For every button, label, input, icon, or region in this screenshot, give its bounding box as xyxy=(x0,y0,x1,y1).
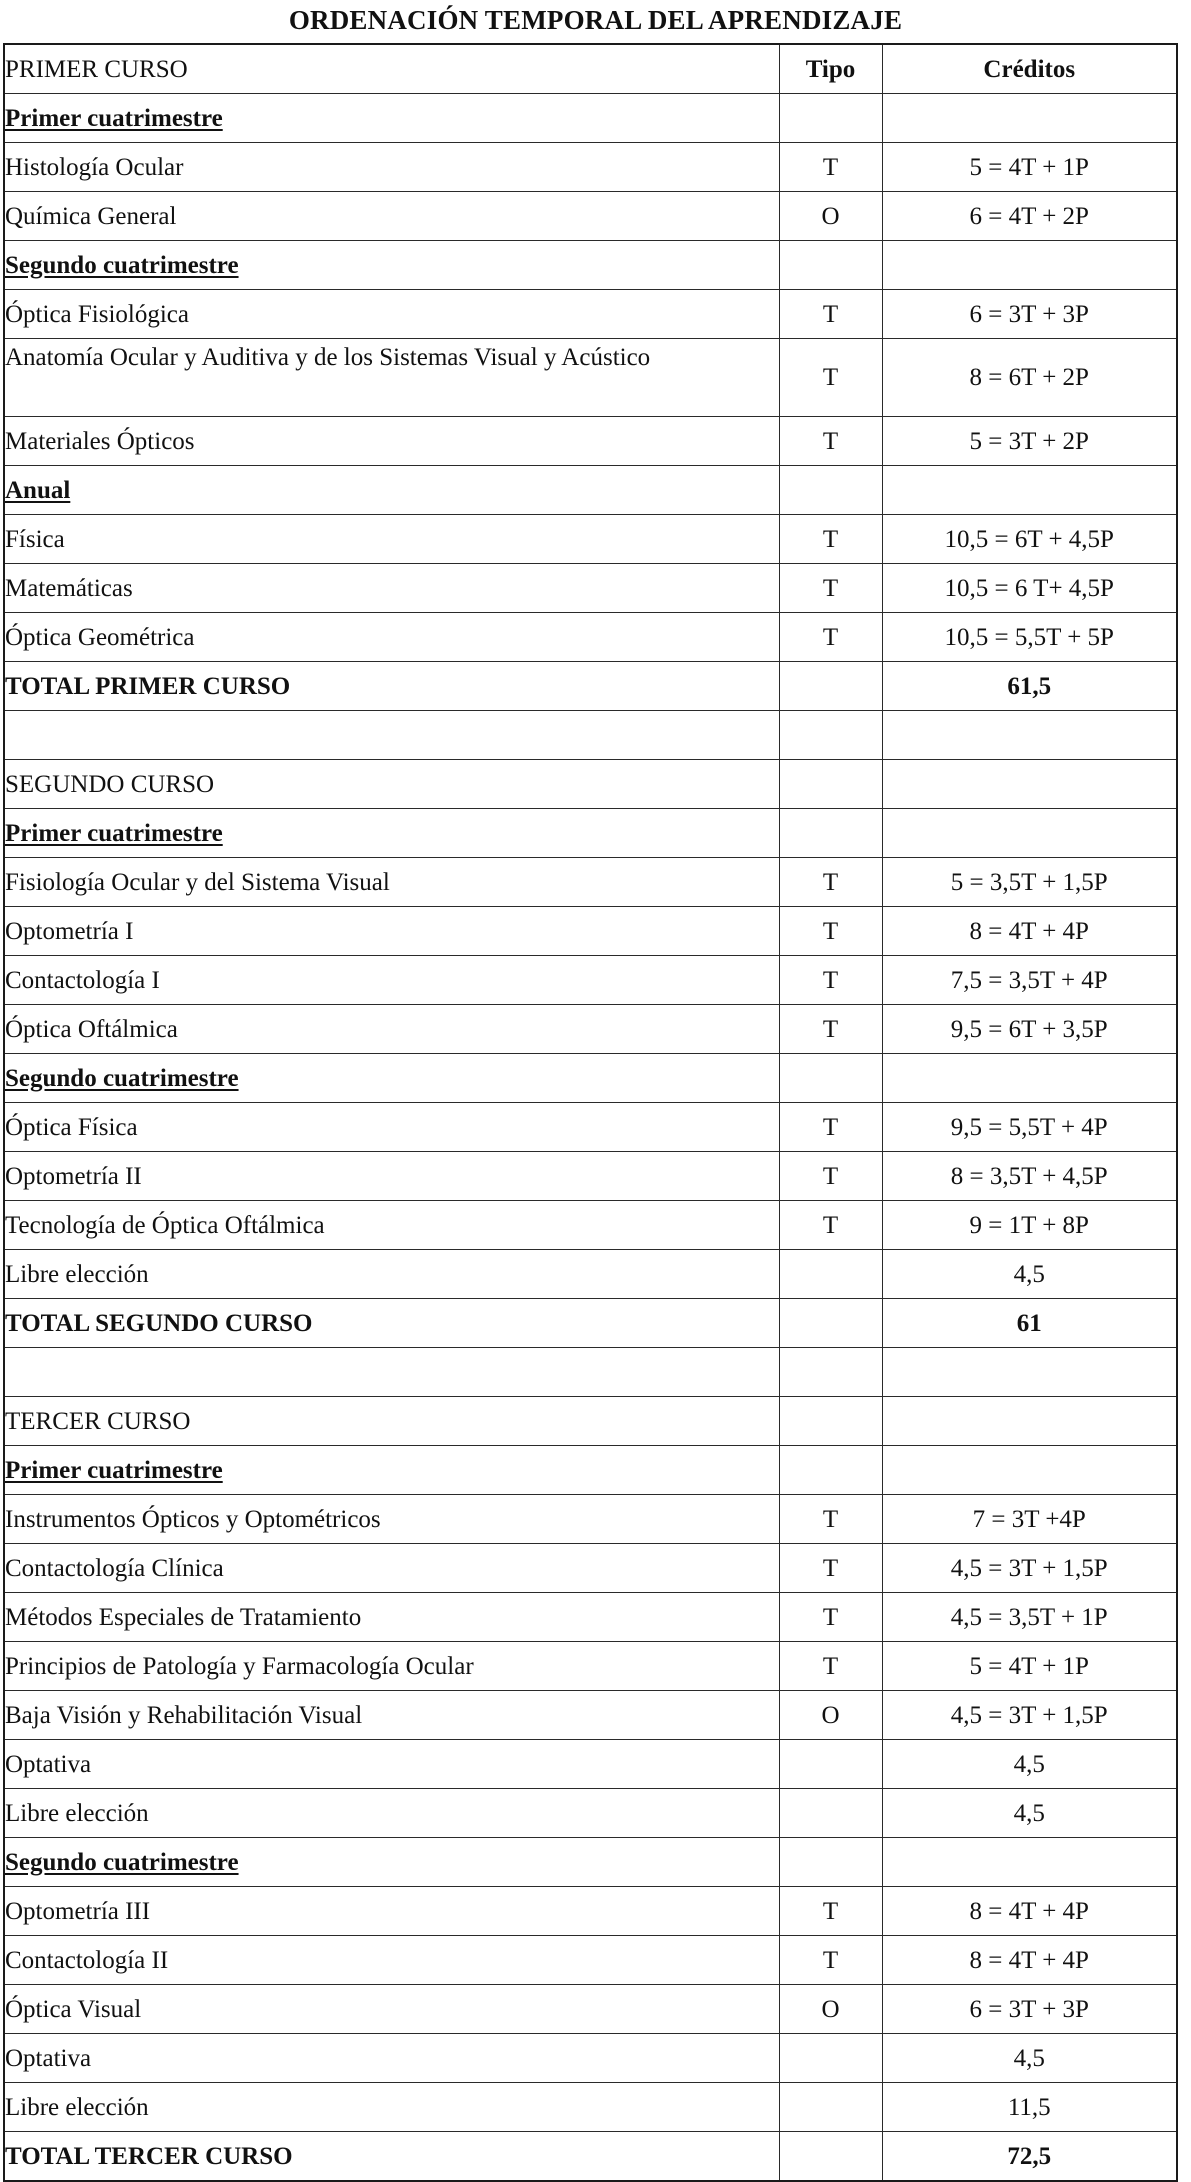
subject-credits: 10,5 = 5,5T + 5P xyxy=(882,613,1177,662)
semester-row xyxy=(4,466,1177,515)
subject-row xyxy=(4,1740,1177,1789)
subject-type xyxy=(779,1789,882,1838)
subject-credits: 4,5 = 3,5T + 1P xyxy=(882,1593,1177,1642)
subject-credits: 9 = 1T + 8P xyxy=(882,1201,1177,1250)
subject-type: T xyxy=(779,1005,882,1054)
course-header-row xyxy=(4,44,1177,94)
empty-cell xyxy=(882,760,1177,809)
subject-type: T xyxy=(779,1495,882,1544)
subject-name: Matemáticas xyxy=(4,564,779,613)
course-name: PRIMER CURSO xyxy=(4,44,779,94)
document-title: ORDENACIÓN TEMPORAL DEL APRENDIZAJE xyxy=(288,5,903,35)
course-total-value: 61 xyxy=(882,1299,1177,1348)
semester-row xyxy=(4,1054,1177,1103)
subject-row xyxy=(4,907,1177,956)
course-schedule-body xyxy=(4,44,1177,2181)
subject-name: Optativa xyxy=(4,2034,779,2083)
subject-type: T xyxy=(779,1642,882,1691)
empty-cell xyxy=(779,241,882,290)
subject-row xyxy=(4,956,1177,1005)
semester-row xyxy=(4,241,1177,290)
subject-row xyxy=(4,1593,1177,1642)
subject-credits: 4,5 = 3T + 1,5P xyxy=(882,1544,1177,1593)
course-total-label: TOTAL SEGUNDO CURSO xyxy=(4,1299,779,1348)
subject-name: Libre elección xyxy=(4,1789,779,1838)
semester-row xyxy=(4,1838,1177,1887)
subject-type: T xyxy=(779,564,882,613)
subject-row xyxy=(4,1691,1177,1740)
empty-cell xyxy=(779,1054,882,1103)
creditos-column-header: Créditos xyxy=(882,44,1177,94)
semester-label: Segundo cuatrimestre xyxy=(4,1054,779,1103)
subject-name: Libre elección xyxy=(4,1250,779,1299)
subject-credits: 5 = 3,5T + 1,5P xyxy=(882,858,1177,907)
empty-cell xyxy=(4,711,779,760)
course-total-value: 72,5 xyxy=(882,2132,1177,2182)
course-total-row xyxy=(4,662,1177,711)
subject-row xyxy=(4,1887,1177,1936)
subject-row xyxy=(4,339,1177,417)
semester-row xyxy=(4,1446,1177,1495)
subject-row xyxy=(4,1250,1177,1299)
subject-credits: 4,5 xyxy=(882,1789,1177,1838)
empty-cell xyxy=(779,711,882,760)
subject-row xyxy=(4,290,1177,339)
subject-credits: 6 = 3T + 3P xyxy=(882,290,1177,339)
subject-credits: 8 = 4T + 4P xyxy=(882,907,1177,956)
subject-row xyxy=(4,858,1177,907)
subject-row xyxy=(4,1789,1177,1838)
empty-cell xyxy=(882,241,1177,290)
subject-credits: 10,5 = 6T + 4,5P xyxy=(882,515,1177,564)
course-schedule-table xyxy=(3,43,1178,2182)
subject-credits: 7,5 = 3,5T + 4P xyxy=(882,956,1177,1005)
empty-cell xyxy=(4,1348,779,1397)
subject-type: T xyxy=(779,956,882,1005)
subject-type: T xyxy=(779,613,882,662)
semester-label: Segundo cuatrimestre xyxy=(4,241,779,290)
subject-name: Baja Visión y Rehabilitación Visual xyxy=(4,1691,779,1740)
subject-type: T xyxy=(779,143,882,192)
subject-type: T xyxy=(779,1544,882,1593)
subject-type xyxy=(779,2034,882,2083)
spacer-row xyxy=(4,1348,1177,1397)
subject-name: Materiales Ópticos xyxy=(4,417,779,466)
subject-credits: 8 = 4T + 4P xyxy=(882,1936,1177,1985)
subject-name: Principios de Patología y Farmacología Ocular xyxy=(4,1642,779,1691)
course-total-row xyxy=(4,1299,1177,1348)
semester-label: Primer cuatrimestre xyxy=(4,1446,779,1495)
subject-type: T xyxy=(779,1936,882,1985)
subject-name: Métodos Especiales de Tratamiento xyxy=(4,1593,779,1642)
subject-row xyxy=(4,2083,1177,2132)
subject-name: Instrumentos Ópticos y Optométricos xyxy=(4,1495,779,1544)
subject-name: Contactología II xyxy=(4,1936,779,1985)
subject-name: Histología Ocular xyxy=(4,143,779,192)
subject-name: Óptica Fisiológica xyxy=(4,290,779,339)
subject-credits: 9,5 = 5,5T + 4P xyxy=(882,1103,1177,1152)
subject-credits: 5 = 4T + 1P xyxy=(882,143,1177,192)
subject-type: O xyxy=(779,192,882,241)
subject-type xyxy=(779,2083,882,2132)
subject-row xyxy=(4,2034,1177,2083)
empty-cell xyxy=(779,94,882,143)
subject-credits: 8 = 6T + 2P xyxy=(882,339,1177,417)
subject-credits: 6 = 3T + 3P xyxy=(882,1985,1177,2034)
subject-credits: 9,5 = 6T + 3,5P xyxy=(882,1005,1177,1054)
subject-row xyxy=(4,1544,1177,1593)
empty-cell xyxy=(882,1397,1177,1446)
course-name: SEGUNDO CURSO xyxy=(4,760,779,809)
subject-type: T xyxy=(779,417,882,466)
subject-type xyxy=(779,1250,882,1299)
empty-cell xyxy=(779,760,882,809)
subject-row xyxy=(4,564,1177,613)
subject-row xyxy=(4,1103,1177,1152)
subject-type: O xyxy=(779,1985,882,2034)
empty-cell xyxy=(779,809,882,858)
subject-row xyxy=(4,613,1177,662)
subject-credits: 7 = 3T +4P xyxy=(882,1495,1177,1544)
subject-type: T xyxy=(779,290,882,339)
subject-name: Optativa xyxy=(4,1740,779,1789)
subject-type: O xyxy=(779,1691,882,1740)
subject-credits: 4,5 xyxy=(882,2034,1177,2083)
subject-row xyxy=(4,1495,1177,1544)
empty-cell xyxy=(882,1054,1177,1103)
subject-type: T xyxy=(779,1103,882,1152)
empty-cell xyxy=(779,1397,882,1446)
subject-credits: 5 = 3T + 2P xyxy=(882,417,1177,466)
empty-cell xyxy=(882,94,1177,143)
subject-row xyxy=(4,1985,1177,2034)
subject-row xyxy=(4,1152,1177,1201)
subject-credits: 8 = 3,5T + 4,5P xyxy=(882,1152,1177,1201)
subject-credits: 4,5 xyxy=(882,1250,1177,1299)
course-total-value: 61,5 xyxy=(882,662,1177,711)
empty-cell xyxy=(779,1348,882,1397)
subject-row xyxy=(4,1005,1177,1054)
subject-name: Óptica Visual xyxy=(4,1985,779,2034)
subject-name: Química General xyxy=(4,192,779,241)
subject-name: Optometría II xyxy=(4,1152,779,1201)
subject-name: Anatomía Ocular y Auditiva y de los Sistemas Visual y Acústico xyxy=(4,339,779,417)
subject-row xyxy=(4,417,1177,466)
subject-credits: 10,5 = 6 T+ 4,5P xyxy=(882,564,1177,613)
empty-cell xyxy=(882,1348,1177,1397)
subject-type: T xyxy=(779,1593,882,1642)
semester-row xyxy=(4,94,1177,143)
subject-credits: 5 = 4T + 1P xyxy=(882,1642,1177,1691)
empty-cell xyxy=(779,1838,882,1887)
empty-cell xyxy=(882,711,1177,760)
empty-cell xyxy=(779,2132,882,2182)
empty-cell xyxy=(882,466,1177,515)
subject-name: Optometría I xyxy=(4,907,779,956)
subject-name: Física xyxy=(4,515,779,564)
subject-name: Contactología I xyxy=(4,956,779,1005)
subject-name: Optometría III xyxy=(4,1887,779,1936)
subject-row xyxy=(4,192,1177,241)
subject-row xyxy=(4,143,1177,192)
course-name: TERCER CURSO xyxy=(4,1397,779,1446)
subject-type: T xyxy=(779,1887,882,1936)
subject-credits: 4,5 xyxy=(882,1740,1177,1789)
subject-name: Libre elección xyxy=(4,2083,779,2132)
subject-name: Fisiología Ocular y del Sistema Visual xyxy=(4,858,779,907)
subject-type: T xyxy=(779,515,882,564)
subject-credits: 8 = 4T + 4P xyxy=(882,1887,1177,1936)
subject-type: T xyxy=(779,858,882,907)
subject-type xyxy=(779,1740,882,1789)
semester-row xyxy=(4,809,1177,858)
subject-name: Contactología Clínica xyxy=(4,1544,779,1593)
subject-credits: 6 = 4T + 2P xyxy=(882,192,1177,241)
subject-name: Óptica Oftálmica xyxy=(4,1005,779,1054)
subject-type: T xyxy=(779,907,882,956)
empty-cell xyxy=(779,1446,882,1495)
empty-cell xyxy=(779,1299,882,1348)
subject-credits: 11,5 xyxy=(882,2083,1177,2132)
subject-name: Óptica Física xyxy=(4,1103,779,1152)
semester-label: Segundo cuatrimestre xyxy=(4,1838,779,1887)
subject-credits: 4,5 = 3T + 1,5P xyxy=(882,1691,1177,1740)
course-total-label: TOTAL PRIMER CURSO xyxy=(4,662,779,711)
empty-cell xyxy=(779,662,882,711)
empty-cell xyxy=(882,809,1177,858)
tipo-column-header: Tipo xyxy=(779,44,882,94)
subject-row xyxy=(4,515,1177,564)
subject-row xyxy=(4,1201,1177,1250)
course-header-row xyxy=(4,760,1177,809)
subject-name: Tecnología de Óptica Oftálmica xyxy=(4,1201,779,1250)
subject-type: T xyxy=(779,339,882,417)
subject-row xyxy=(4,1642,1177,1691)
empty-cell xyxy=(779,466,882,515)
semester-label: Primer cuatrimestre xyxy=(4,94,779,143)
subject-type: T xyxy=(779,1201,882,1250)
subject-row xyxy=(4,1936,1177,1985)
empty-cell xyxy=(882,1446,1177,1495)
spacer-row xyxy=(4,711,1177,760)
subject-type: T xyxy=(779,1152,882,1201)
semester-label: Anual xyxy=(4,466,779,515)
empty-cell xyxy=(882,1838,1177,1887)
subject-name: Óptica Geométrica xyxy=(4,613,779,662)
semester-label: Primer cuatrimestre xyxy=(4,809,779,858)
course-header-row xyxy=(4,1397,1177,1446)
course-total-label: TOTAL TERCER CURSO xyxy=(4,2132,779,2182)
course-total-row xyxy=(4,2132,1177,2182)
